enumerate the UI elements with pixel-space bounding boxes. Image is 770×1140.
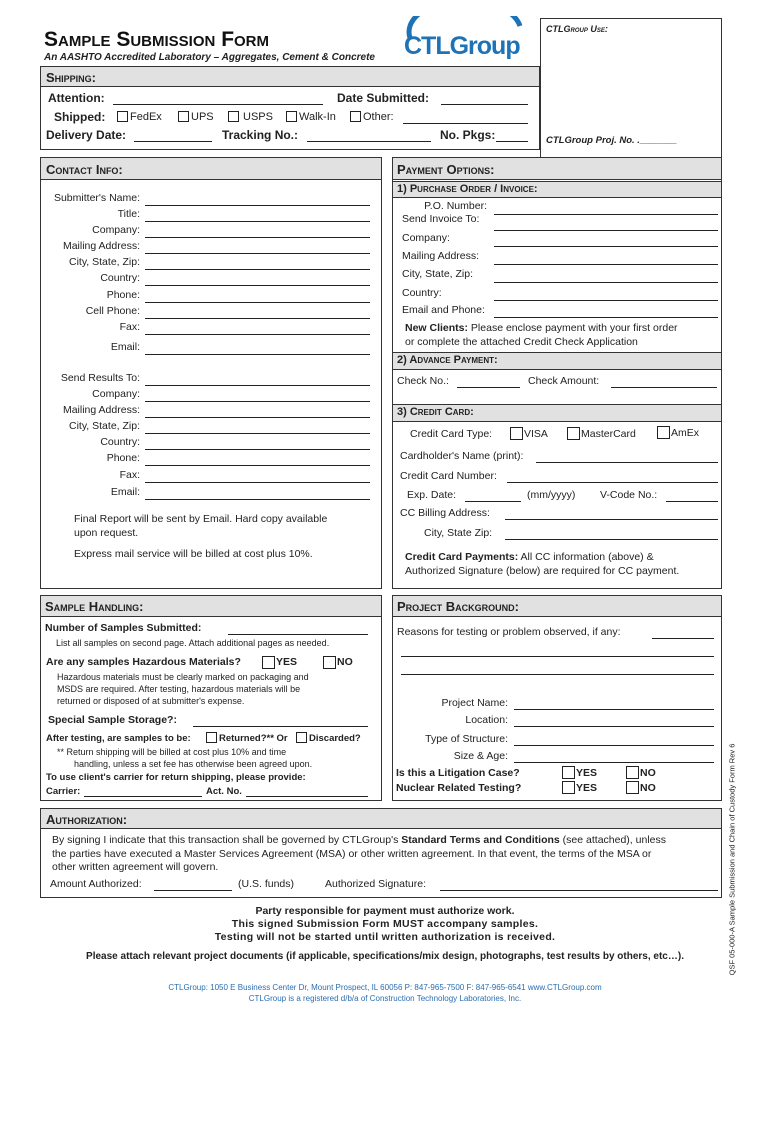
contact-label: Submitter's Name: [53, 192, 140, 204]
delivery-date-label: Delivery Date: [46, 128, 127, 142]
tracking-field[interactable] [307, 141, 431, 142]
litigation-no-checkbox[interactable] [626, 766, 639, 779]
project-label: Size & Age: [453, 750, 508, 762]
check-no-label: Check No.: [397, 375, 449, 387]
results-label: Company: [92, 388, 140, 400]
carrier-label: Carrier: [46, 786, 81, 797]
fedex-label: FedEx [130, 111, 162, 123]
hazardous-yes-checkbox[interactable] [262, 656, 275, 669]
carrier-use-label: To use client's carrier for return shipping, please provide: [46, 772, 306, 783]
cc-title: 3) Credit Card: [397, 406, 474, 418]
mmyy-label: (mm/yyyy) [527, 489, 576, 501]
nuclear-label: Nuclear Related Testing? [396, 782, 522, 794]
pkgs-label: No. Pkgs: [440, 128, 496, 142]
amount-label: Amount Authorized: [50, 878, 142, 890]
nuclear-yes-checkbox[interactable] [562, 781, 575, 794]
shipping-title: Shipping: [46, 70, 97, 85]
auth-paragraph [52, 834, 666, 846]
litigation-label: Is this a Litigation Case? [396, 767, 520, 779]
new-clients-note-2: or complete the attached Credit Check Application [405, 336, 638, 348]
contact-label: Company: [92, 224, 140, 236]
vcode-label: V-Code No.: [600, 489, 658, 501]
date-submitted-label: Date Submitted: [337, 91, 430, 105]
litigation-yes-label: YES [576, 767, 598, 779]
results-label: Send Results To: [60, 372, 140, 384]
company-dba: CTLGroup is a registered d/b/a of Construction Technology Laboratories, Inc. [248, 994, 522, 1003]
other-label: Other: [363, 111, 394, 123]
contact-field[interactable] [145, 253, 370, 254]
usps-checkbox[interactable] [228, 111, 239, 122]
po-label: Mailing Address: [402, 250, 480, 262]
results-field[interactable] [145, 385, 370, 386]
location-field[interactable] [514, 726, 714, 727]
page-subtitle: An AASHTO Accredited Laboratory – Aggregates, Cement & Concrete [44, 52, 375, 63]
reasons-field[interactable] [652, 638, 714, 639]
hazardous-note-2: MSDS are required. After testing, hazardous materials will be [57, 684, 301, 694]
walkin-label: Walk-In [299, 111, 336, 123]
new-clients-note [405, 322, 678, 334]
results-label: Phone: [106, 452, 140, 464]
cc-payments-text: All CC information (above) & [518, 551, 654, 563]
vcode-field[interactable] [666, 501, 718, 502]
tracking-label: Tracking No.: [222, 128, 299, 142]
contact-label: Title: [117, 208, 140, 220]
new-clients-bold: New Clients: [405, 322, 469, 334]
invoice-field[interactable] [494, 230, 718, 231]
returned-checkbox[interactable] [206, 732, 217, 743]
hazardous-note: Hazardous materials must be clearly marked on packaging and [57, 672, 309, 682]
express-mail-note: Express mail service will be billed at cost plus 10%. [74, 548, 313, 560]
cc-number-label: Credit Card Number: [400, 470, 497, 482]
form-id-sidebar: QSF 05-000-A Sample Submission and Chain of Custody Form Rev 6 [727, 743, 737, 976]
exp-date-label: Exp. Date: [407, 489, 457, 501]
results-field[interactable] [145, 499, 370, 500]
cc-billing-field[interactable] [505, 519, 718, 520]
after-testing-label: After testing, are samples to be: [46, 733, 191, 744]
cc-city-field[interactable] [505, 539, 718, 540]
payment-title: Payment Options: [397, 162, 495, 177]
po-label: City, State, Zip: [402, 268, 473, 280]
attention-label: Attention: [48, 91, 105, 105]
contact-field[interactable] [145, 354, 370, 355]
project-name-field[interactable] [514, 709, 714, 710]
results-label: Country: [100, 436, 140, 448]
contact-field[interactable] [145, 285, 370, 286]
storage-label: Special Sample Storage?: [48, 714, 177, 726]
company-address: CTLGroup: 1050 E Business Center Dr, Mount Prospect, IL 60056 P: 847-965-7500 F: 847-965-6541 www.CTLGroup.com [168, 983, 602, 992]
ups-checkbox[interactable] [178, 111, 189, 122]
results-field[interactable] [145, 465, 370, 466]
po-label: P.O. Number: [424, 200, 487, 212]
contact-label: City, State, Zip: [69, 256, 140, 268]
act-no-label: Act. No. [206, 786, 242, 797]
results-field[interactable] [145, 449, 370, 450]
final-report-note-2: upon request. [74, 527, 139, 539]
contact-field[interactable] [145, 221, 370, 222]
attach-note: Please attach relevant project documents (if applicable, specifications/mix design, photographs, test results by others, etc…). [86, 951, 684, 962]
amex-label: AmEx [671, 427, 700, 439]
ctlgroup-use-label: CTLGroup Use: [546, 24, 608, 34]
litigation-no-label: NO [640, 767, 656, 779]
contact-field[interactable] [145, 302, 370, 303]
authorization-title: Authorization: [46, 812, 128, 827]
authorization-header [41, 809, 721, 829]
num-samples-label: Number of Samples Submitted: [45, 622, 202, 634]
list-samples-note: List all samples on second page. Attach additional pages as needed. [56, 638, 330, 648]
auth-paragraph-2: the parties have executed a Master Services Agreement (MSA) or other written agreement. In that event, the terms of the MSA or [52, 848, 652, 860]
pkgs-field[interactable] [496, 141, 528, 142]
discarded-label: Discarded? [309, 733, 361, 744]
po-label: Email and Phone: [402, 304, 485, 316]
results-label: Mailing Address: [62, 404, 140, 416]
attention-field[interactable] [113, 104, 323, 105]
results-label: Email: [110, 486, 140, 498]
num-samples-field[interactable] [228, 634, 368, 635]
results-label: City, State, Zip: [69, 420, 140, 432]
contact-title: Contact Info: [46, 162, 123, 177]
contact-label: Cell Phone: [85, 305, 140, 317]
hazardous-no-checkbox[interactable] [323, 656, 336, 669]
discarded-checkbox[interactable] [296, 732, 307, 743]
reasons-field-2[interactable] [401, 656, 714, 657]
project-label: Location: [465, 714, 508, 726]
auth-paragraph-3: other written agreement will govern. [52, 861, 219, 873]
cc-number-field[interactable] [507, 482, 718, 483]
carrier-field[interactable] [84, 796, 202, 797]
mastercard-checkbox[interactable] [567, 427, 580, 440]
terms-link[interactable]: Standard Terms and Conditions [401, 834, 560, 846]
contact-label: Email: [110, 341, 140, 353]
litigation-yes-checkbox[interactable] [562, 766, 575, 779]
advance-title: 2) Advance Payment: [397, 354, 498, 366]
structure-field[interactable] [514, 745, 714, 746]
return-shipping-note-2: handling, unless a set fee has otherwise been agreed upon. [74, 759, 313, 769]
proj-no-label: CTLGroup Proj. No. ._______ [546, 135, 677, 146]
new-clients-text: Please enclose payment with your first order [468, 322, 678, 334]
po-number-field[interactable] [494, 214, 718, 215]
hazardous-label: Are any samples Hazardous Materials? [46, 656, 241, 668]
final-report-note: Final Report will be sent by Email. Hard copy available [74, 513, 328, 525]
shipped-label: Shipped: [54, 110, 106, 124]
contact-field[interactable] [145, 269, 370, 270]
amount-field[interactable] [154, 890, 232, 891]
delivery-date-field[interactable] [134, 141, 212, 142]
cardholder-field[interactable] [536, 462, 718, 463]
contact-label: Fax: [119, 321, 140, 333]
other-field[interactable] [403, 123, 528, 124]
walkin-checkbox[interactable] [286, 111, 297, 122]
results-field[interactable] [145, 401, 370, 402]
po-address-field[interactable] [494, 264, 718, 265]
cc-payments-note [405, 551, 654, 563]
po-title: 1) Purchase Order / Invoice: [397, 183, 538, 195]
contact-field[interactable] [145, 205, 370, 206]
check-amount-field[interactable] [611, 387, 717, 388]
po-label: Country: [402, 287, 442, 299]
signature-field[interactable] [440, 890, 718, 891]
project-title: Project Background: [397, 599, 520, 614]
cc-payments-note-2: Authorized Signature (below) are required for CC payment. [405, 565, 680, 577]
results-label: Fax: [119, 469, 140, 481]
amex-checkbox[interactable] [657, 426, 670, 439]
ups-label: UPS [191, 111, 214, 123]
footer-line-1: Party responsible for payment must authorize work. [255, 905, 515, 917]
fedex-checkbox[interactable] [117, 111, 128, 122]
project-label: Project Name: [441, 697, 508, 709]
handling-title: Sample Handling: [45, 599, 144, 614]
visa-label: VISA [524, 428, 548, 440]
reasons-label: Reasons for testing or problem observed, if any: [397, 626, 621, 638]
contact-label: Mailing Address: [62, 240, 140, 252]
po-label: Send Invoice To: [402, 213, 480, 225]
results-field[interactable] [145, 417, 370, 418]
act-no-field[interactable] [246, 796, 368, 797]
po-city-field[interactable] [494, 282, 718, 283]
results-field[interactable] [145, 482, 370, 483]
mastercard-label: MasterCard [581, 428, 636, 440]
storage-field[interactable] [193, 726, 368, 727]
logo-text: CTLGroup [404, 32, 520, 60]
cc-billing-label: CC Billing Address: [400, 507, 490, 519]
shipping-header [41, 67, 539, 87]
signature-label: Authorized Signature: [325, 878, 426, 890]
po-label: Company: [402, 232, 450, 244]
return-shipping-note: ** Return shipping will be billed at cost plus 10% and time [57, 747, 287, 757]
other-checkbox[interactable] [350, 111, 361, 122]
footer-line-2: This signed Submission Form MUST accompany samples. [231, 918, 539, 930]
reasons-field-3[interactable] [401, 674, 714, 675]
usps-label: USPS [243, 111, 273, 123]
nuclear-yes-label: YES [576, 782, 598, 794]
cardholder-label: Cardholder's Name (print): [400, 450, 524, 462]
size-age-field[interactable] [514, 762, 714, 763]
po-company-field[interactable] [494, 246, 718, 247]
contact-field[interactable] [145, 237, 370, 238]
contact-field[interactable] [145, 334, 370, 335]
check-amount-label: Check Amount: [528, 375, 600, 387]
footer-line-3: Testing will not be started until written authorization is received. [214, 931, 556, 943]
ctlgroup-logo [402, 16, 532, 62]
cc-type-label: Credit Card Type: [410, 428, 493, 440]
hazardous-yes-label: YES [276, 656, 298, 668]
contact-label: Phone: [106, 289, 140, 301]
exp-date-field[interactable] [465, 501, 521, 502]
hazardous-note-3: returned or disposed of at submitter's expense. [57, 696, 245, 706]
nuclear-no-checkbox[interactable] [626, 781, 639, 794]
po-country-field[interactable] [494, 300, 718, 301]
page-title: Sample Submission Form [44, 28, 270, 51]
check-no-field[interactable] [457, 387, 520, 388]
hazardous-no-label: NO [337, 656, 353, 668]
date-submitted-field[interactable] [441, 104, 528, 105]
results-field[interactable] [145, 433, 370, 434]
auth-text-a: By signing I indicate that this transaction shall be governed by CTLGroup's [52, 834, 402, 846]
project-label: Type of Structure: [425, 733, 508, 745]
po-email-field[interactable] [494, 317, 718, 318]
nuclear-no-label: NO [640, 782, 656, 794]
auth-text-c: (see attached), unless [559, 834, 666, 846]
contact-label: Country: [100, 272, 140, 284]
visa-checkbox[interactable] [510, 427, 523, 440]
cc-city-label: City, State Zip: [424, 527, 493, 539]
cc-payments-bold: Credit Card Payments: [405, 551, 519, 563]
contact-field[interactable] [145, 318, 370, 319]
returned-label: Returned?** Or [219, 733, 288, 744]
us-funds-label: (U.S. funds) [238, 878, 295, 890]
